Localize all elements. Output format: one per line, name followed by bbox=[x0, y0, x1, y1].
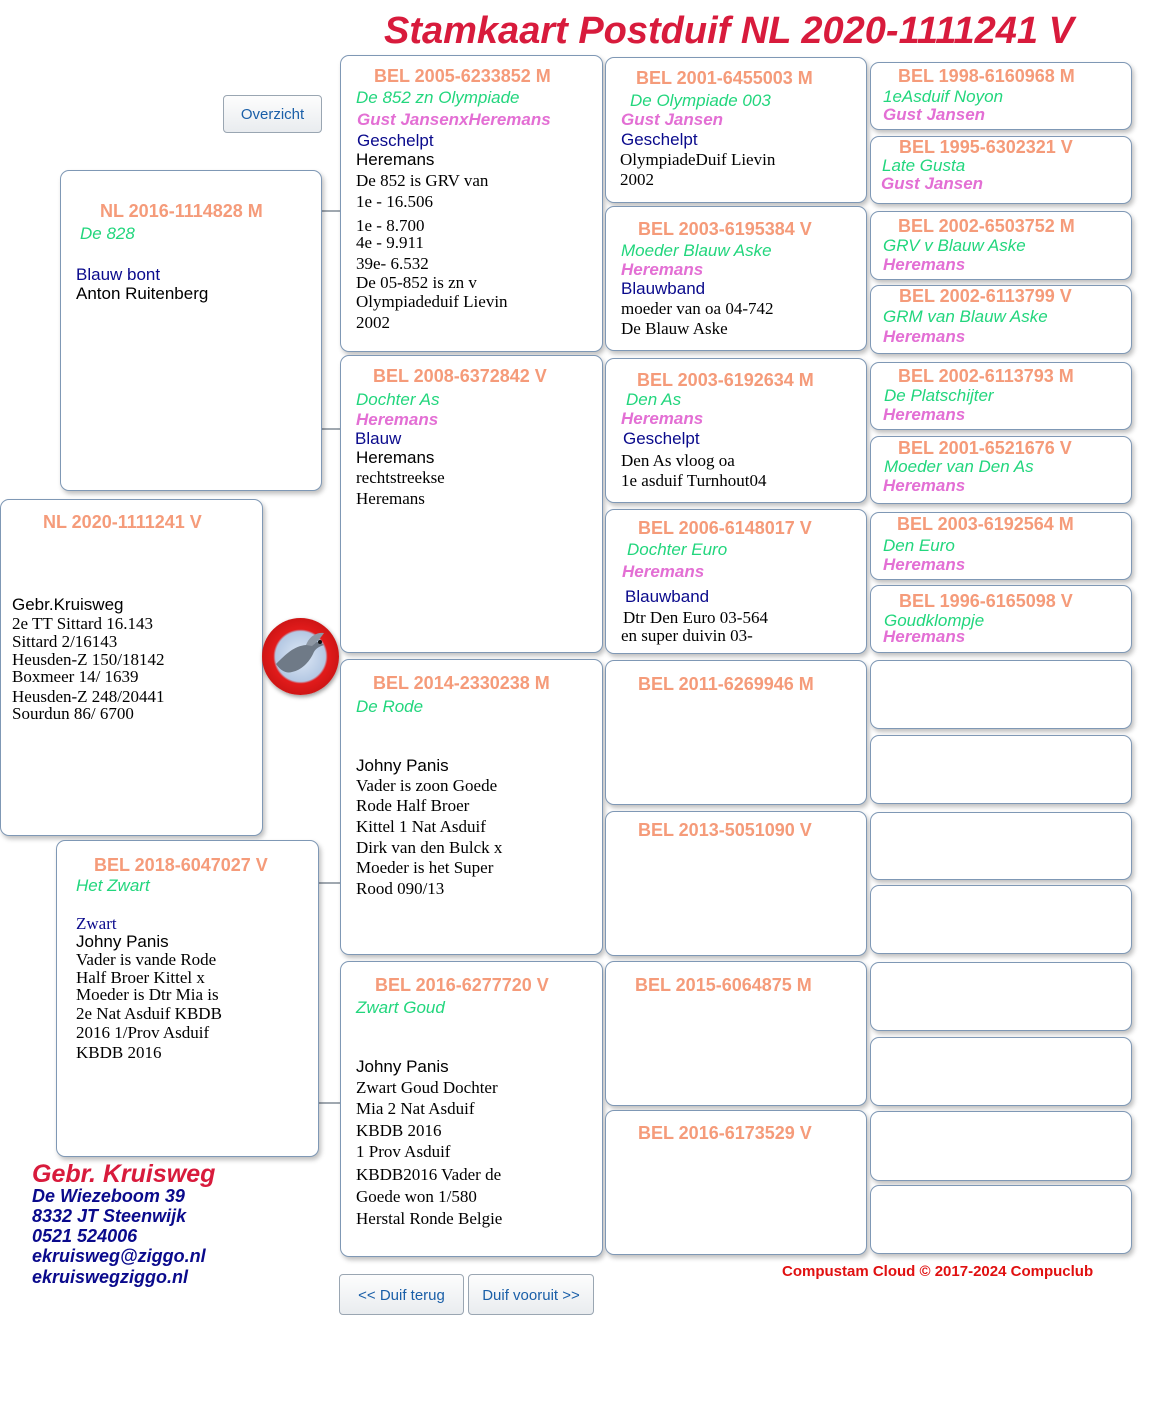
ring-number: BEL 2014-2330238 M bbox=[373, 673, 550, 693]
pigeon-owner: Heremans bbox=[621, 260, 704, 279]
pigeon-color: Blauwband bbox=[625, 587, 710, 606]
ancestor-card-empty[interactable] bbox=[870, 962, 1132, 1031]
pigeon-name: Zwart Goud bbox=[356, 998, 445, 1017]
pigeon-owner: Heremans bbox=[356, 410, 439, 429]
pigeon-color: Zwart bbox=[76, 914, 117, 933]
subject-card[interactable] bbox=[0, 499, 263, 836]
great-grandparent-card[interactable] bbox=[605, 961, 867, 1106]
pigeon-color: Blauw bbox=[355, 429, 402, 448]
pigeon-owner: Heremans bbox=[883, 476, 966, 495]
pigeon-owner: Heremans bbox=[883, 327, 966, 346]
pigeon-note: Vader is zoon Goede bbox=[356, 776, 498, 795]
pigeon-note: KBDB2016 Vader de bbox=[356, 1165, 502, 1184]
pigeon-color: Geschelpt bbox=[621, 130, 698, 149]
pigeon-note: 2e Nat Asduif KBDB bbox=[76, 1004, 222, 1023]
ancestor-card[interactable] bbox=[870, 585, 1132, 653]
pigeon-owner: Heremans bbox=[622, 562, 705, 581]
pigeon-note: en super duivin 03- bbox=[621, 626, 753, 645]
ancestor-card[interactable] bbox=[870, 211, 1132, 280]
ring-number: BEL 2006-6148017 V bbox=[638, 518, 812, 538]
ancestor-card[interactable] bbox=[870, 136, 1132, 204]
pigeon-note: 2002 bbox=[356, 313, 390, 332]
ring-number: BEL 1998-6160968 M bbox=[898, 66, 1075, 86]
pigeon-note: Den As vloog oa bbox=[621, 451, 735, 470]
ring-number: BEL 2016-6277720 V bbox=[375, 975, 549, 995]
connector-line bbox=[318, 882, 341, 884]
great-grandparent-card[interactable] bbox=[605, 509, 867, 654]
ancestor-card[interactable] bbox=[870, 285, 1132, 354]
ring-number: BEL 2001-6521676 V bbox=[898, 438, 1072, 458]
pigeon-note: Heremans bbox=[356, 489, 425, 508]
ring-number: BEL 2003-6195384 V bbox=[638, 219, 812, 239]
grandparent-card[interactable] bbox=[340, 961, 603, 1257]
pigeon-owner: Heremans bbox=[883, 405, 966, 424]
contact-line: 0521 524006 bbox=[32, 1226, 138, 1246]
owner-name: Gebr.Kruisweg bbox=[12, 595, 124, 614]
pigeon-note: 39e- 6.532 bbox=[356, 254, 429, 273]
pigeon-name: Goudklompje bbox=[884, 611, 985, 630]
ring-number: BEL 2002-6113793 M bbox=[898, 366, 1074, 386]
pigeon-name: GRM van Blauw Aske bbox=[883, 307, 1048, 326]
ancestor-card[interactable] bbox=[870, 512, 1132, 580]
pigeon-name: De Platschijter bbox=[884, 386, 994, 405]
great-grandparent-card[interactable] bbox=[605, 1110, 867, 1255]
ring-number: BEL 1996-6165098 V bbox=[899, 591, 1073, 611]
pigeon-note: 1e - 8.700 bbox=[356, 216, 425, 235]
pigeon-name: Den Euro bbox=[883, 536, 955, 555]
pigeon-color: Blauwband bbox=[621, 279, 706, 298]
ancestor-card-empty[interactable] bbox=[870, 735, 1132, 804]
ring-number: BEL 2001-6455003 M bbox=[636, 68, 813, 88]
pigeon-note: Goede won 1/580 bbox=[356, 1187, 477, 1206]
connector-line bbox=[321, 428, 341, 430]
ancestor-card[interactable] bbox=[870, 362, 1132, 430]
breeder-name: Johny Panis bbox=[356, 756, 449, 775]
ring-number: BEL 1995-6302321 V bbox=[899, 137, 1073, 157]
grandparent-card[interactable] bbox=[340, 355, 603, 653]
ring-number: BEL 2011-6269946 M bbox=[638, 674, 814, 694]
pigeon-note: Rood 090/13 bbox=[356, 879, 445, 898]
pigeon-name: De 828 bbox=[80, 224, 135, 243]
pigeon-note: Rode Half Broer bbox=[356, 796, 470, 815]
pigeon-note: Mia 2 Nat Asduif bbox=[356, 1099, 475, 1118]
overview-button[interactable]: Overzicht bbox=[223, 95, 322, 133]
breeder-name: Anton Ruitenberg bbox=[76, 284, 209, 303]
pigeon-name: De 852 zn Olympiade bbox=[356, 88, 520, 107]
pigeon-name: 1eAsduif Noyon bbox=[883, 87, 1004, 106]
pigeon-name: Den As bbox=[626, 390, 682, 409]
pigeon-name: GRV v Blauw Aske bbox=[883, 236, 1026, 255]
great-grandparent-card[interactable] bbox=[605, 206, 867, 351]
pigeon-owner: Gust Jansen bbox=[883, 105, 986, 124]
pigeon-name: Moeder Blauw Aske bbox=[621, 241, 772, 260]
pigeon-note: 1 Prov Asduif bbox=[356, 1142, 451, 1161]
breeder-name: Heremans bbox=[356, 150, 435, 169]
ancestor-card-empty[interactable] bbox=[870, 1185, 1132, 1254]
pigeon-note: Sittard 2/16143 bbox=[12, 632, 118, 651]
pigeon-note: Dtr Den Euro 03-564 bbox=[623, 608, 768, 627]
contact-line: 8332 JT Steenwijk bbox=[32, 1206, 187, 1226]
pigeon-note: KBDB 2016 bbox=[356, 1121, 442, 1140]
ring-number: BEL 2013-5051090 V bbox=[638, 820, 812, 840]
pigeon-color: Geschelpt bbox=[357, 131, 434, 150]
grandparent-card[interactable] bbox=[340, 659, 603, 955]
pigeon-name: De Olympiade 003 bbox=[630, 91, 771, 110]
pigeon-name: De Rode bbox=[356, 697, 424, 716]
ring-number: BEL 2018-6047027 V bbox=[94, 855, 268, 875]
contact-line: ekruiswegziggo.nl bbox=[32, 1267, 189, 1287]
pigeon-name: Late Gusta bbox=[882, 156, 966, 175]
ancestor-card-empty[interactable] bbox=[870, 812, 1132, 880]
pigeon-note: Heusden-Z 150/18142 bbox=[12, 650, 165, 669]
pigeon-note: 2016 1/Prov Asduif bbox=[76, 1023, 210, 1042]
pigeon-note: Heusden-Z 248/20441 bbox=[12, 687, 165, 706]
contact-line: ekruisweg@ziggo.nl bbox=[32, 1246, 206, 1266]
pigeon-color: Geschelpt bbox=[623, 429, 700, 448]
page-title: Stamkaart Postduif NL 2020-1111241 V bbox=[384, 10, 1074, 52]
pigeon-name: Dochter As bbox=[356, 390, 440, 409]
pigeon-note: moeder van oa 04-742 bbox=[621, 299, 774, 318]
pigeon-note: Kittel 1 Nat Asduif bbox=[356, 817, 486, 836]
pigeon-note: rechtstreekse bbox=[356, 468, 445, 487]
ancestor-card-empty[interactable] bbox=[870, 1037, 1132, 1106]
contact-name: Gebr. Kruisweg bbox=[32, 1160, 216, 1188]
ancestor-card[interactable] bbox=[870, 436, 1132, 504]
pigeon-owner: Heremans bbox=[621, 409, 704, 428]
ancestor-card[interactable] bbox=[870, 62, 1132, 130]
ring-number: BEL 2008-6372842 V bbox=[373, 366, 547, 386]
ring-number: BEL 2002-6503752 M bbox=[898, 216, 1075, 236]
pigeon-owner: Heremans bbox=[883, 627, 966, 646]
pigeon-note: Half Broer Kittel x bbox=[76, 968, 205, 987]
pigeon-note: Zwart Goud Dochter bbox=[356, 1078, 498, 1097]
pigeon-note: Moeder is het Super bbox=[356, 858, 494, 877]
pigeon-note: Sourdun 86/ 6700 bbox=[12, 704, 134, 723]
ancestor-card-empty[interactable] bbox=[870, 1111, 1132, 1181]
pigeon-note: Vader is vande Rode bbox=[76, 950, 217, 969]
pigeon-note: Olympiadeduif Lievin bbox=[356, 292, 508, 311]
compustam-logo bbox=[262, 618, 339, 695]
pigeon-note: OlympiadeDuif Lievin bbox=[620, 150, 776, 169]
pigeon-note: 4e - 9.911 bbox=[356, 233, 424, 252]
ancestor-card-empty[interactable] bbox=[870, 885, 1132, 954]
pigeon-note: De 852 is GRV van bbox=[356, 171, 489, 190]
ring-number: BEL 2016-6173529 V bbox=[638, 1123, 812, 1143]
breeder-name: Heremans bbox=[356, 448, 435, 467]
pigeon-owner: Gust Jansen bbox=[881, 174, 984, 193]
pigeon-name: Moeder van Den As bbox=[884, 457, 1034, 476]
pigeon-color: Blauw bont bbox=[76, 265, 161, 284]
copyright-text: Compustam Cloud © 2017-2024 Compuclub bbox=[782, 1263, 1094, 1280]
pigeon-note: Herstal Ronde Belgie bbox=[356, 1209, 503, 1228]
grandparent-card[interactable] bbox=[340, 55, 603, 352]
pigeon-owner: Heremans bbox=[883, 255, 966, 274]
pigeon-owner: Heremans bbox=[883, 555, 966, 574]
next-pigeon-button[interactable]: Duif vooruit >> bbox=[468, 1274, 594, 1315]
pigeon-note: Boxmeer 14/ 1639 bbox=[12, 667, 139, 686]
pigeon-note: Moeder is Dtr Mia is bbox=[76, 985, 219, 1004]
pigeon-note: De Blauw Aske bbox=[621, 319, 728, 338]
ring-number: BEL 2003-6192634 M bbox=[637, 370, 814, 390]
great-grandparent-card[interactable] bbox=[605, 57, 867, 203]
connector-line bbox=[321, 210, 341, 212]
pigeon-note: 1e - 16.506 bbox=[356, 192, 433, 211]
mother-card[interactable] bbox=[56, 840, 319, 1157]
ancestor-card-empty[interactable] bbox=[870, 660, 1132, 729]
ring-number: BEL 2002-6113799 V bbox=[899, 286, 1072, 306]
ring-number: BEL 2005-6233852 M bbox=[374, 66, 551, 86]
father-card[interactable] bbox=[60, 170, 322, 491]
great-grandparent-card[interactable] bbox=[605, 358, 867, 503]
connector-line bbox=[318, 1102, 341, 1104]
pigeon-logo-icon bbox=[262, 618, 339, 695]
pigeon-name: Dochter Euro bbox=[627, 540, 728, 559]
ring-number: NL 2016-1114828 M bbox=[100, 201, 263, 221]
breeder-name: Johny Panis bbox=[356, 1057, 449, 1076]
great-grandparent-card[interactable] bbox=[605, 660, 867, 805]
pigeon-note: Dirk van den Bulck x bbox=[356, 838, 503, 857]
pigeon-owner: Gust JansenxHeremans bbox=[357, 110, 551, 129]
pigeon-note: De 05-852 is zn v bbox=[356, 273, 477, 292]
pigeon-owner: Gust Jansen bbox=[621, 110, 724, 129]
breeder-name: Johny Panis bbox=[76, 932, 169, 951]
pigeon-name: Het Zwart bbox=[76, 876, 150, 895]
ring-number: BEL 2015-6064875 M bbox=[635, 975, 812, 995]
previous-pigeon-button[interactable]: << Duif terug bbox=[339, 1274, 464, 1315]
ring-number: NL 2020-1111241 V bbox=[43, 512, 202, 532]
great-grandparent-card[interactable] bbox=[605, 811, 867, 956]
ring-number: BEL 2003-6192564 M bbox=[897, 514, 1074, 534]
contact-line: De Wiezeboom 39 bbox=[32, 1186, 185, 1206]
pigeon-note: 2e TT Sittard 16.143 bbox=[12, 614, 154, 633]
pigeon-note: KBDB 2016 bbox=[76, 1043, 162, 1062]
pigeon-note: 1e asduif Turnhout04 bbox=[621, 471, 767, 490]
pigeon-note: 2002 bbox=[620, 170, 654, 189]
